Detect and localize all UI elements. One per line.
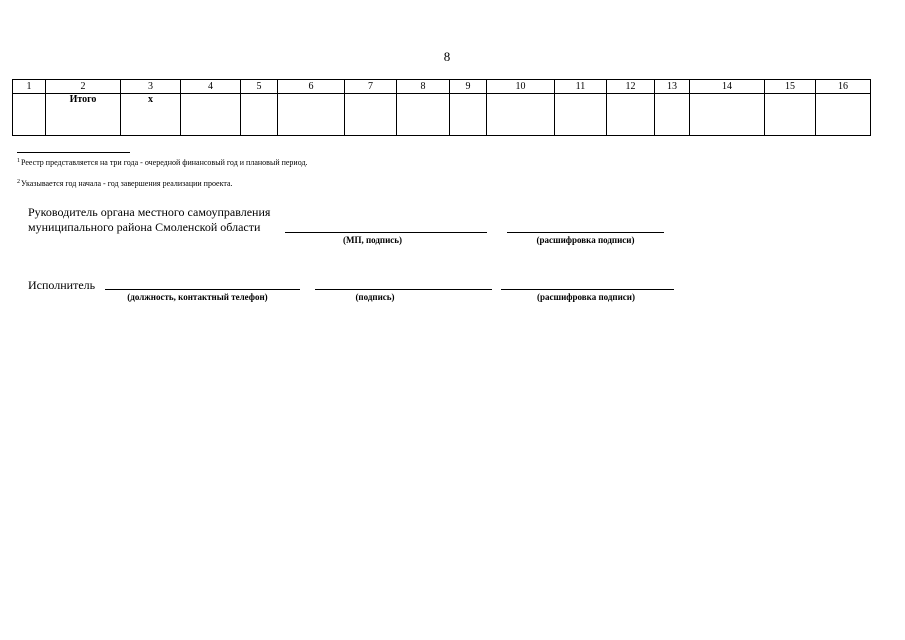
table-header-cell: 7	[345, 80, 397, 94]
table-cell	[816, 94, 871, 136]
footnote-2	[17, 179, 233, 188]
table-header-cell: 12	[607, 80, 655, 94]
registry-table	[12, 79, 871, 136]
table-cell	[765, 94, 816, 136]
executor-label: Исполнитель	[28, 278, 96, 292]
table-cell	[690, 94, 765, 136]
footnote-marker: 1	[17, 158, 20, 164]
executor-signature-caption: (подпись)	[355, 292, 395, 302]
table-header-cell: 3	[121, 80, 181, 94]
table-cell	[397, 94, 450, 136]
table-cell	[241, 94, 278, 136]
table-header-cell: 9	[450, 80, 487, 94]
footnote-text: Реестр представляется на три года - очередной финансовый год и плановый период.	[21, 158, 308, 167]
table-cell	[607, 94, 655, 136]
table-header-cell: 8	[397, 80, 450, 94]
table-cell	[278, 94, 345, 136]
table-cell	[345, 94, 397, 136]
table-cell	[181, 94, 241, 136]
table-header-cell: 16	[816, 80, 871, 94]
page-number: 8	[443, 49, 451, 64]
table-cell	[13, 94, 46, 136]
executor-name-caption: (расшифровка подписи)	[537, 292, 635, 302]
footnote-marker: 2	[17, 179, 20, 185]
table-header-cell: 14	[690, 80, 765, 94]
table-header-cell: 2	[46, 80, 121, 94]
table-header-cell: 1	[13, 80, 46, 94]
executor-signature-line	[315, 289, 492, 290]
table-cell	[450, 94, 487, 136]
total-label-cell: Итого	[46, 94, 121, 136]
table-cell	[555, 94, 607, 136]
table-cell	[487, 94, 555, 136]
executor-position-caption: (должность, контактный телефон)	[127, 292, 268, 302]
footnote-divider	[17, 152, 130, 153]
table-cell: х	[121, 94, 181, 136]
executor-name-line	[501, 289, 674, 290]
executor-position-line	[105, 289, 300, 290]
table-header-cell: 10	[487, 80, 555, 94]
table-cell	[655, 94, 690, 136]
footnote-text: Указывается год начала - год завершения реализации проекта.	[21, 179, 233, 188]
head-title-line-2: муниципального района Смоленской области	[28, 220, 261, 234]
head-title-line-1: Руководитель органа местного самоуправления	[28, 205, 271, 219]
table-header-cell: 6	[278, 80, 345, 94]
table-header-cell: 15	[765, 80, 816, 94]
head-name-line	[507, 232, 664, 233]
table-header-row	[13, 80, 871, 94]
table-total-row	[13, 94, 871, 136]
head-signature-line	[285, 232, 487, 233]
head-signature-caption: (МП, подпись)	[342, 235, 403, 245]
footnote-1	[17, 158, 308, 167]
head-name-caption: (расшифровка подписи)	[536, 235, 635, 245]
table-header-cell: 4	[181, 80, 241, 94]
table-header-cell: 5	[241, 80, 278, 94]
table-header-cell: 13	[655, 80, 690, 94]
table-header-cell: 11	[555, 80, 607, 94]
